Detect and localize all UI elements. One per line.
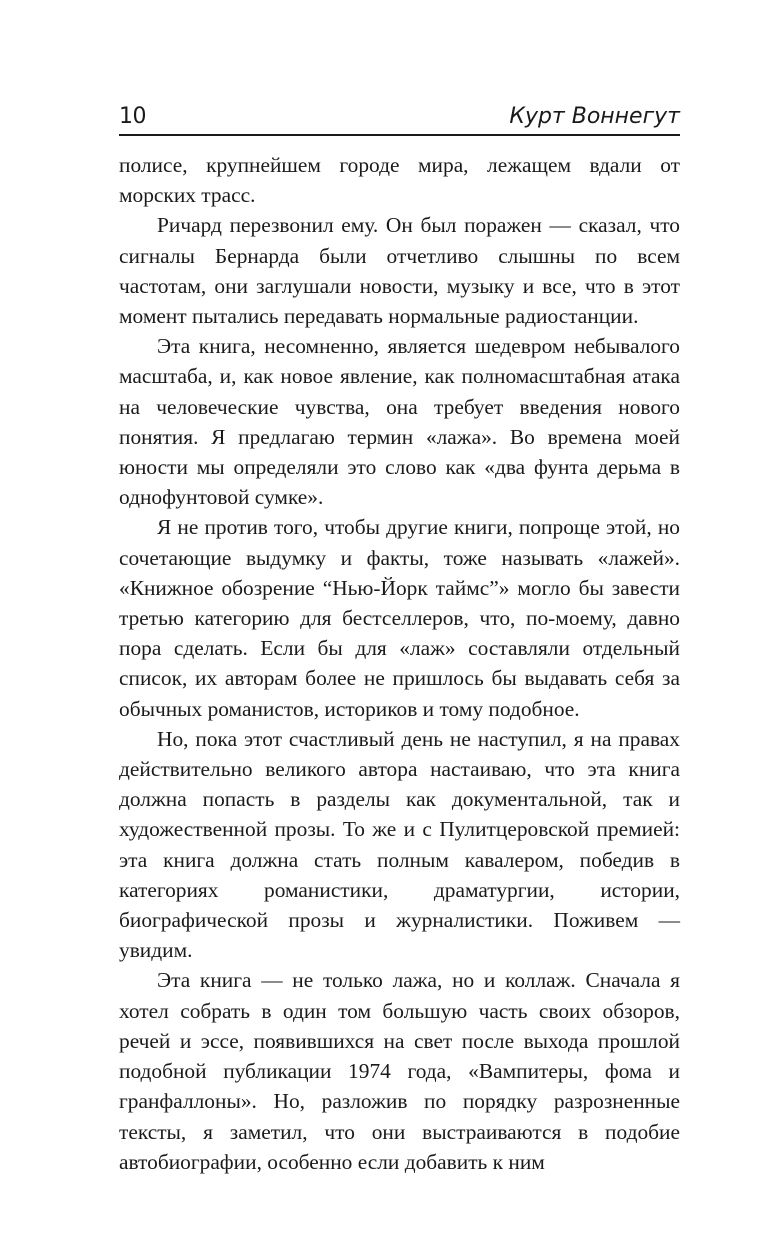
running-head [119, 100, 680, 134]
page-number: 10 [119, 104, 146, 129]
body-text [119, 150, 680, 1177]
paragraph: Ричард перезвонил ему. Он был поражен — сказал, что сигналы Бернарда были отчетливо слышны по всем частотам, они заглушали новости, музыку и все, что в этот момент пытались передавать нормальные радиостанции. [119, 213, 680, 329]
book-page [119, 100, 680, 1177]
paragraph: Эта книга — не только лажа, но и коллаж. Сначала я хотел собрать в один том большую часть своих обзоров, речей и эссе, появившихся на свет после выхода прошлой подобной публикации 1974 года, «Вампитеры, фома и гранфаллоны». Но, разложив по порядку разрозненные тексты, я заметил, что они выстраиваются в подобие автобиографии, особенно если добавить к ним [119, 968, 680, 1174]
header-rule [119, 134, 680, 136]
paragraph-continued: полисе, крупнейшем городе мира, лежащем вдали от морских трасс. [119, 153, 680, 208]
paragraph: Эта книга, несомненно, является шедевром небывалого масштаба, и, как новое явление, как полномасштабная атака на человеческие чувства, она требует введения нового понятия. Я предлагаю термин «лажа». Во времена моей юности мы определяли это слово как «два фунта дерьма в однофунтовой сумке». [119, 334, 680, 510]
paragraph: Но, пока этот счастливый день не наступил, я на правах действительно великого автора настаиваю, что эта книга должна попасть в разделы как документальной, так и художественной прозы. То же и с Пулитцеровской премией: эта книга должна стать полным кавалером, победив в категориях романистики, драматургии, истории, биографической прозы и журналистики. Поживем — увидим. [119, 726, 680, 963]
paragraph: Я не против того, чтобы другие книги, попроще этой, но сочетающие выдумку и факты, тоже называть «лажей». «Книжное обозрение “Нью-Йорк таймс”» могло бы завести третью категорию для бестселлеров, что, по-моему, давно пора сделать. Если бы для «лаж» составляли отдельный список, их авторам более не пришлось бы выдавать себя за обычных романистов, историков и тому подобное. [119, 515, 680, 721]
running-head-author: Курт Воннегут [509, 104, 680, 129]
